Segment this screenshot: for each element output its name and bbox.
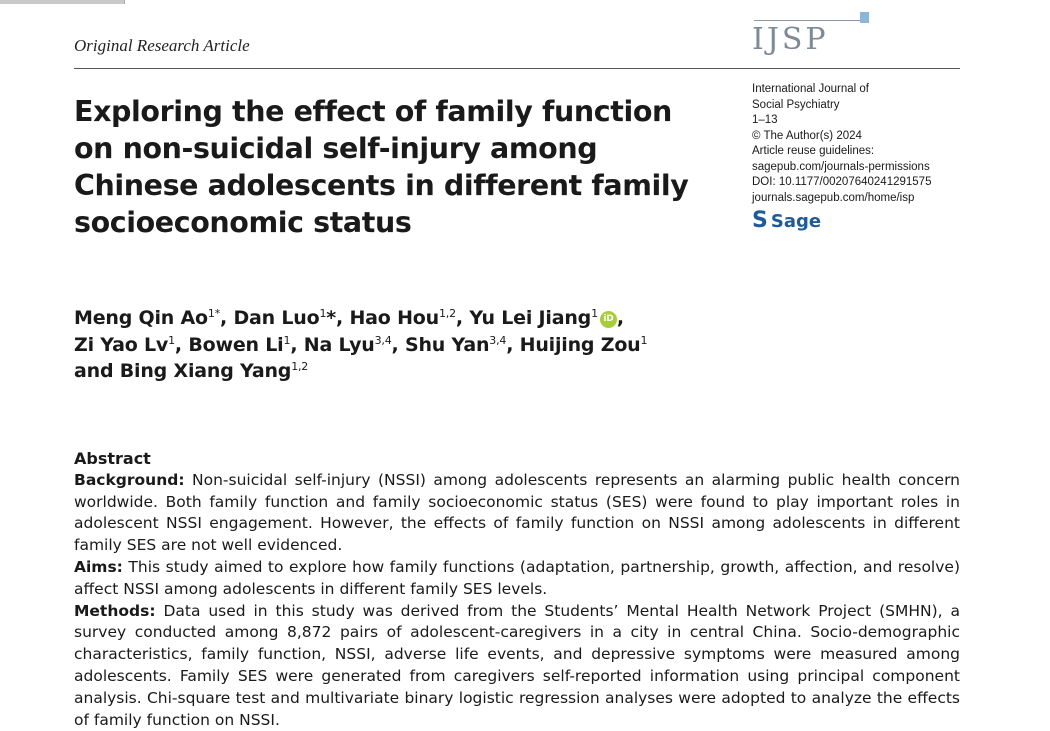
section-label: Background: (74, 470, 185, 489)
logo-text: IJSP (752, 22, 829, 57)
author: Hao Hou$^{1,2}$, (349, 307, 470, 329)
author: Zi Yao Lv$^1$, (74, 333, 189, 356)
author: Dan Luo$^1$*, (233, 307, 350, 329)
logo-square (860, 12, 869, 23)
author-list (74, 305, 694, 385)
orcid-icon[interactable]: iD (600, 311, 617, 328)
author: and Bing Xiang Yang$^{1,2}$ (74, 360, 309, 382)
permissions-link[interactable]: sagepub.com/journals-permissions (752, 160, 930, 173)
section-text: Data used in this study was derived from the Students’ Mental Health Network Project (SMHN), a survey conducted among 8,872 pairs of adolescent-caregivers in a city in central China. Socio-demographic characteristics, family function, NSSI, adverse life events, and depressive symptoms were measured among adolescents. Family SES were generated from caregivers self-reported information using principal component analysis. Chi-square test and multivariate binary logistic regression analyses were adopted to analyze the effects of family function on NSSI. (74, 601, 960, 729)
section-text: Non-suicidal self-injury (NSSI) among adolescents represents an alarming public health concern worldwide. Both family function and family socioeconomic status (SES) were found to play important roles in adolescent NSSI engagement. However, the effects of family function on NSSI among adolescents in different family SES are not well evidenced. (74, 470, 960, 555)
article-title: Exploring the effect of family function on non-suicidal self-injury among Chinese adolescents in different family socioeconomic status (74, 95, 689, 239)
author: Shu Yan$^{3,4}$, (404, 333, 520, 356)
author: Huijing Zou$^1$ (519, 333, 648, 356)
journal-name-line-1: International Journal of (752, 83, 869, 95)
author: Bowen Li$^1$, (188, 333, 304, 356)
doi[interactable]: DOI: 10.1177/00207640241291575 (752, 176, 932, 188)
sage-logo (752, 208, 821, 234)
author: Meng Qin $Ao^{1*}$, (74, 307, 234, 329)
sage-wordmark: Sage (770, 210, 822, 232)
page-range: 1–13 (752, 114, 778, 126)
logo-rule (754, 20, 864, 21)
abstract-background (74, 470, 960, 557)
author: Yu Lei Jiang$^1$ iD , (469, 307, 624, 329)
journal-logo (752, 12, 872, 56)
section-label: Methods: (74, 601, 156, 620)
section-label: Aims: (74, 557, 123, 576)
journal-name-line-2: Social Psychiatry (752, 98, 840, 111)
reuse-label: Article reuse guidelines: (752, 145, 875, 157)
author: Na Lyu$^{3,4}$, (303, 333, 405, 356)
sage-s-icon: S (752, 208, 768, 233)
abstract (74, 448, 960, 731)
journal-info (752, 82, 972, 206)
abstract-methods (74, 601, 960, 731)
journal-homepage-link[interactable]: journals.sagepub.com/home/isp (752, 191, 915, 204)
section-text: This study aimed to explore how family functions (adaptation, partnership, growth, affection, and resolve) affect NSSI among adolescents in different family SES levels. (74, 557, 960, 598)
article-type-label: Original Research Article (74, 36, 250, 55)
copyright: © The Author(s) 2024 (752, 129, 862, 142)
header-divider (74, 68, 960, 69)
page-tab-strip (0, 0, 125, 4)
abstract-heading: Abstract (74, 449, 151, 468)
abstract-aims (74, 557, 960, 601)
